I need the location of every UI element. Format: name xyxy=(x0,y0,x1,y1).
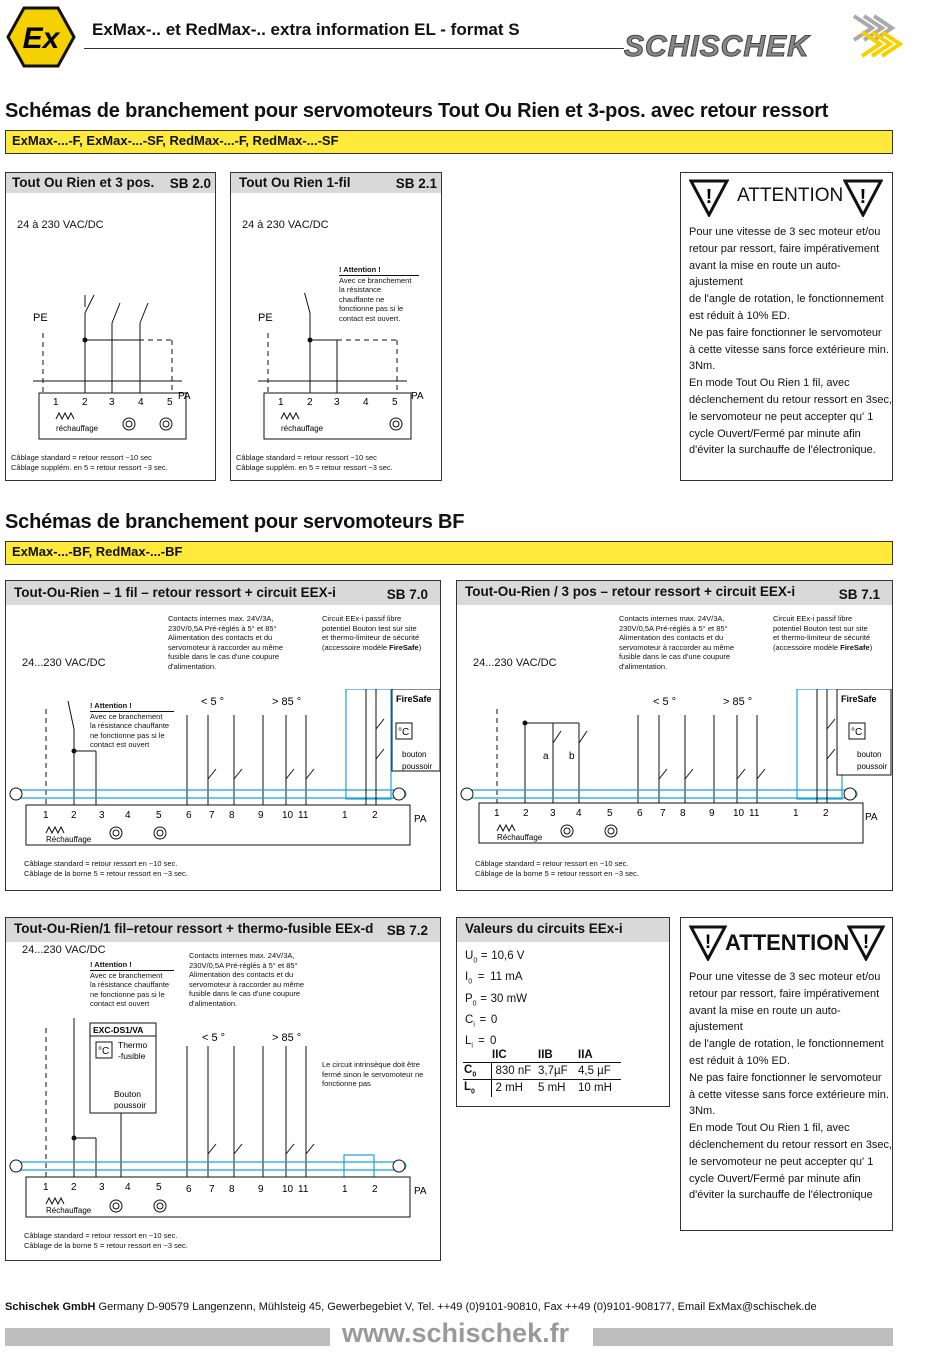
section1-title: Schémas de branchement pour servomoteurs Tout Ou Rien et 3-pos. avec retour ressort xyxy=(5,100,829,122)
panel-sb71-voltage: 24...230 VAC/DC xyxy=(473,657,557,669)
svg-text:4: 4 xyxy=(576,808,582,819)
svg-text:Réchauffage: Réchauffage xyxy=(497,833,543,842)
panel-sb21 xyxy=(230,172,442,481)
panel-sb72-diagram xyxy=(6,1018,440,1223)
svg-text:4: 4 xyxy=(125,1182,131,1193)
svg-text:bouton: bouton xyxy=(402,750,427,759)
svg-text:Réchauffage: Réchauffage xyxy=(46,835,92,844)
svg-text:FireSafe: FireSafe xyxy=(396,694,432,704)
svg-text:2: 2 xyxy=(823,808,829,819)
svg-text:2: 2 xyxy=(307,397,313,408)
values-table: IIC IIB IIA $C_0$ 830 nF 3,7µF 4,5 µF $L_0$ 2 mH 5 mH 10 mH xyxy=(463,1048,621,1097)
svg-text:5: 5 xyxy=(156,810,162,821)
panel-sb20-title: Tout Ou Rien et 3 pos. xyxy=(12,175,155,190)
svg-text:1: 1 xyxy=(342,1184,348,1195)
brand-text: SCHISCHEK xyxy=(624,30,810,62)
warning-icon xyxy=(843,179,883,217)
panel-sb20 xyxy=(5,172,216,481)
svg-text:PA: PA xyxy=(414,814,427,825)
svg-text:Réchauffage: Réchauffage xyxy=(46,1206,92,1215)
panel-sb72-title: Tout-Ou-Rien/1 fil–retour ressort + thermo-fusible EEx-d xyxy=(14,921,374,936)
attention-text-1: Pour une vitesse de 3 sec moteur et/ou retour par ressort, faire impérativement avant la mise en route un auto-ajustement de l'angle de rotation, le fonctionnement est réduit à 10% ED. Ne pas faire fonctionner le servomoteur à cette vitesse sans force extérieure min. 3Nm. En mode Tout Ou Rien 1 fil, avec déclenchement du retour ressort en 3sec, le servomoteur ne peut accepter qu' 1 cycle Ouvert/Fermé par minute afin d'éviter la surchauffe de l'électronique. xyxy=(689,226,893,457)
panel-sb71-title: Tout-Ou-Rien / 3 pos – retour ressort + circuit EEX-i xyxy=(465,584,796,599)
footer-url[interactable]: www.schischek.fr xyxy=(342,1318,570,1348)
svg-text:5: 5 xyxy=(156,1182,162,1193)
panel-sb70-notes: Câblage standard = retour ressort en ~10 sec. Câblage de la borne 5 = retour ressort en ~3 sec. xyxy=(24,859,188,878)
svg-text:a: a xyxy=(543,751,549,762)
warning-icon xyxy=(689,179,729,217)
panel-sb21-title: Tout Ou Rien 1-fil xyxy=(239,175,351,190)
svg-text:3: 3 xyxy=(99,810,105,821)
svg-text:9: 9 xyxy=(258,1184,264,1195)
header-rule xyxy=(84,48,624,49)
svg-text:b: b xyxy=(569,751,575,762)
panel-sb21-diagram xyxy=(231,293,441,443)
svg-text:2: 2 xyxy=(372,1184,378,1195)
svg-text:7: 7 xyxy=(209,810,215,821)
ex-logo xyxy=(6,6,76,68)
panel-sb70 xyxy=(5,580,441,891)
svg-text:6: 6 xyxy=(637,808,643,819)
panel-sb70-title: Tout-Ou-Rien – 1 fil – retour ressort + circuit EEX-i xyxy=(14,585,336,600)
svg-text:3: 3 xyxy=(550,808,556,819)
svg-text:PA: PA xyxy=(414,1186,427,1197)
header-title: ExMax-.. et RedMax-.. extra information EL - format S xyxy=(92,20,520,39)
svg-text:7: 7 xyxy=(209,1184,215,1195)
panel-sb72-intrinsic: Le circuit intrinsèque doit être fermé sinon le servomoteur ne fonctionne pas xyxy=(322,1060,424,1088)
svg-text:5: 5 xyxy=(607,808,613,819)
attention-text-2: Pour une vitesse de 3 sec moteur et/ou retour par ressort, faire impérativement avant la mise en route un auto-ajustement de l'angle de rotation, le fonctionnement est réduit à 10% ED. Ne pas faire fonctionner le servomoteur à cette vitesse sans force extérieure min. 3Nm. En mode Tout Ou Rien 1 fil, avec déclenchement du retour ressort en 3sec, le servomoteur ne peut accepter qu' 1 cycle Ouvert/Fermé par minute afin d'éviter la surchauffe de l'électronique xyxy=(689,971,893,1202)
panel-sb70-diagram xyxy=(6,689,440,849)
svg-text:1: 1 xyxy=(793,808,799,819)
attention-box-2 xyxy=(680,917,893,1231)
svg-text:2: 2 xyxy=(372,810,378,821)
svg-text:4: 4 xyxy=(138,397,144,408)
attention-box-1 xyxy=(680,172,893,481)
panel-sb71-contacts: Contacts internes max. 24V/3A, 230V/0,5A Pré-réglés à 5° et 85° Alimentation des contacts et du servomoteur à raccorder au même fusible dans le cas d'une coupure d'alimentation. xyxy=(619,614,735,671)
value-row-p0: $P_0 = 30$ mW xyxy=(465,992,527,1007)
panel-sb70-voltage: 24...230 VAC/DC xyxy=(22,657,106,669)
panel-sb71-notes: Câblage standard = retour ressort en ~10 sec. Câblage de la borne 5 = retour ressort en ~3 sec. xyxy=(475,859,639,878)
panel-sb20-voltage: 24 à 230 VAC/DC xyxy=(17,219,104,231)
warning-icon xyxy=(847,925,885,961)
svg-text:6: 6 xyxy=(186,810,192,821)
footer-bar-left xyxy=(5,1328,330,1346)
panel-sb21-attention: ! Attention ! Avec ce branchement la résistance chauffante ne fonctionne pas si le contact est ouvert. xyxy=(339,265,425,323)
heater-label: réchauffage xyxy=(56,424,99,433)
svg-text:FireSafe: FireSafe xyxy=(841,694,877,704)
panel-sb21-voltage: 24 à 230 VAC/DC xyxy=(242,219,329,231)
panel-sb71-code: SB 7.1 xyxy=(838,587,880,602)
svg-text:Thermo: Thermo xyxy=(118,1040,148,1050)
svg-text:8: 8 xyxy=(229,1184,235,1195)
svg-text:!: ! xyxy=(859,186,867,208)
svg-text:< 5 °: < 5 ° xyxy=(202,1032,226,1044)
panel-sb72-code: SB 7.2 xyxy=(386,923,428,938)
value-row-i0: $I_0 = 11$ mA xyxy=(465,971,523,986)
svg-text:5: 5 xyxy=(392,397,398,408)
svg-text:5: 5 xyxy=(167,397,173,408)
warning-icon xyxy=(689,925,727,961)
svg-text:2: 2 xyxy=(82,397,88,408)
svg-text:2: 2 xyxy=(71,1182,77,1193)
svg-text:4: 4 xyxy=(125,810,131,821)
svg-text:!: ! xyxy=(705,186,713,208)
panel-sb72-notes: Câblage standard = retour ressort en ~10 sec. Câblage de la borne 5 = retour ressort en ~3 sec. xyxy=(24,1231,188,1250)
svg-text:> 85 °: > 85 ° xyxy=(723,696,753,708)
attention-title-2: ATTENTION xyxy=(725,930,850,955)
svg-text:-fusible: -fusible xyxy=(118,1051,146,1061)
panel-sb21-code: SB 2.1 xyxy=(395,176,437,191)
svg-text:bouton: bouton xyxy=(857,750,882,759)
svg-text:3: 3 xyxy=(334,397,340,408)
panel-sb70-circuit: Circuit EEx-i passif libre potentiel Bouton test sur site et thermo-limiteur de sécurité (accessoire modèle FireSafe) xyxy=(322,614,422,652)
value-row-u0: $U_0 = 10,6$ V xyxy=(465,950,525,965)
svg-text:< 5 °: < 5 ° xyxy=(201,696,225,708)
attention-title-1: ATTENTION xyxy=(737,185,844,206)
section1-models: ExMax-...-F, ExMax-...-SF, RedMax-...-F, RedMax-...-SF xyxy=(5,130,893,154)
svg-text:1: 1 xyxy=(278,397,284,408)
section2-title: Schémas de branchement pour servomoteurs BF xyxy=(5,511,465,533)
svg-text:1: 1 xyxy=(43,1182,49,1193)
svg-text:11: 11 xyxy=(298,1184,309,1195)
panel-sb70-header xyxy=(6,581,440,605)
pa-label: PA xyxy=(178,391,191,402)
svg-text:°C: °C xyxy=(398,727,410,738)
svg-text:10: 10 xyxy=(282,810,294,821)
table-row: $L_0$ 2 mH 5 mH 10 mH xyxy=(464,1081,612,1096)
pe-label: PE xyxy=(33,312,48,324)
svg-text:> 85 °: > 85 ° xyxy=(272,1032,302,1044)
svg-text:7: 7 xyxy=(660,808,666,819)
svg-text:< 5 °: < 5 ° xyxy=(653,696,677,708)
svg-text:poussoir: poussoir xyxy=(114,1100,147,1110)
svg-text:11: 11 xyxy=(298,810,309,821)
svg-text:9: 9 xyxy=(258,810,264,821)
panel-sb72-header xyxy=(6,918,440,942)
svg-text:EXC-DS1/VA: EXC-DS1/VA xyxy=(93,1025,144,1035)
svg-text:1: 1 xyxy=(494,808,500,819)
panel-sb72 xyxy=(5,917,441,1261)
svg-text:!: ! xyxy=(704,932,712,953)
section2-models: ExMax-...-BF, RedMax-...-BF xyxy=(5,541,893,565)
svg-text:°C: °C xyxy=(98,1046,110,1057)
panel-sb72-contacts: Contacts internes max. 24V/3A, 230V/0,5A Pré-réglés à 5° et 85° Alimentation des contacts et du servomoteur à raccorder au même fusible dans le cas d'une coupure d'alimentation. xyxy=(189,951,305,1008)
svg-text:°C: °C xyxy=(851,727,863,738)
svg-text:poussoir: poussoir xyxy=(402,762,433,771)
svg-text:2: 2 xyxy=(71,810,77,821)
svg-text:2: 2 xyxy=(523,808,529,819)
panel-sb20-header xyxy=(6,173,215,193)
svg-text:Bouton: Bouton xyxy=(114,1089,141,1099)
svg-text:10: 10 xyxy=(282,1184,294,1195)
svg-text:> 85 °: > 85 ° xyxy=(272,696,302,708)
panel-sb71-diagram xyxy=(457,689,892,849)
panel-sb70-attention: ! Attention ! Avec ce branchement la résistance chauffante ne fonctionne pas si le contact est ouvert xyxy=(90,701,180,750)
panel-sb71-header xyxy=(457,581,892,605)
svg-text:réchauffage: réchauffage xyxy=(281,424,324,433)
values-panel xyxy=(456,917,670,1107)
footer-address: Schischek GmbH Germany D-90579 Langenzenn, Mühlsteig 45, Gewerbegebiet V, Tel. ++49 (0)9101-90810, Fax ++49 (0)9101-908177, Email ExMax@schischek.de xyxy=(5,1301,817,1313)
svg-text:3: 3 xyxy=(109,397,115,408)
svg-text:!: ! xyxy=(862,932,870,953)
panel-sb72-voltage: 24...230 VAC/DC xyxy=(22,944,106,956)
svg-text:1: 1 xyxy=(53,397,59,408)
value-row-ci: $C_i = 0$ xyxy=(465,1013,498,1029)
panel-sb20-code: SB 2.0 xyxy=(169,176,211,191)
panel-sb21-notes: Câblage standard = retour ressort ~10 sec Câblage supplém. en 5 = retour ressort ~3 sec. xyxy=(236,453,393,472)
svg-text:4: 4 xyxy=(363,397,369,408)
panel-sb70-contacts: Contacts internes max. 24V/3A, 230V/0,5A Pré-réglés à 5° et 85° Alimentation des contacts et du servomoteur à raccorder au même fusible dans le cas d'une coupure d'alimentation. xyxy=(168,614,284,671)
svg-text:11: 11 xyxy=(749,808,760,819)
panel-sb70-code: SB 7.0 xyxy=(386,587,428,602)
svg-text:poussoir: poussoir xyxy=(857,762,888,771)
panel-sb71-circuit: Circuit EEx-i passif libre potentiel Bouton test sur site et thermo-limiteur de sécurité (accessoire modèle FireSafe) xyxy=(773,614,873,652)
svg-text:8: 8 xyxy=(680,808,686,819)
panel-sb20-notes: Câblage standard = retour ressort ~10 sec Câblage supplém. en 5 = retour ressort ~3 sec. xyxy=(11,453,168,472)
svg-text:1: 1 xyxy=(342,810,348,821)
ex-logo-text: Ex xyxy=(22,22,60,55)
schischek-logo xyxy=(622,12,912,62)
panel-sb71 xyxy=(456,580,893,891)
panel-sb21-header xyxy=(231,173,441,193)
svg-text:3: 3 xyxy=(99,1182,105,1193)
value-row-li: $L_i = 0$ xyxy=(465,1035,497,1050)
svg-text:PA: PA xyxy=(865,812,878,823)
panel-sb72-attention: ! Attention ! Avec ce branchement la résistance chauffante ne fonctionne pas si le contact est ouvert xyxy=(90,960,182,1009)
svg-text:1: 1 xyxy=(43,810,49,821)
svg-text:9: 9 xyxy=(709,808,715,819)
table-row: $C_0$ 830 nF 3,7µF 4,5 µF xyxy=(463,1063,621,1080)
panel-sb20-diagram xyxy=(6,293,216,443)
values-title: Valeurs du circuits EEx-i xyxy=(457,918,669,942)
svg-text:8: 8 xyxy=(229,810,235,821)
svg-text:10: 10 xyxy=(733,808,745,819)
svg-text:PA: PA xyxy=(411,391,424,402)
footer-bar-right xyxy=(593,1328,893,1346)
svg-text:PE: PE xyxy=(258,312,273,324)
values-list xyxy=(465,948,527,1054)
svg-text:6: 6 xyxy=(186,1184,192,1195)
